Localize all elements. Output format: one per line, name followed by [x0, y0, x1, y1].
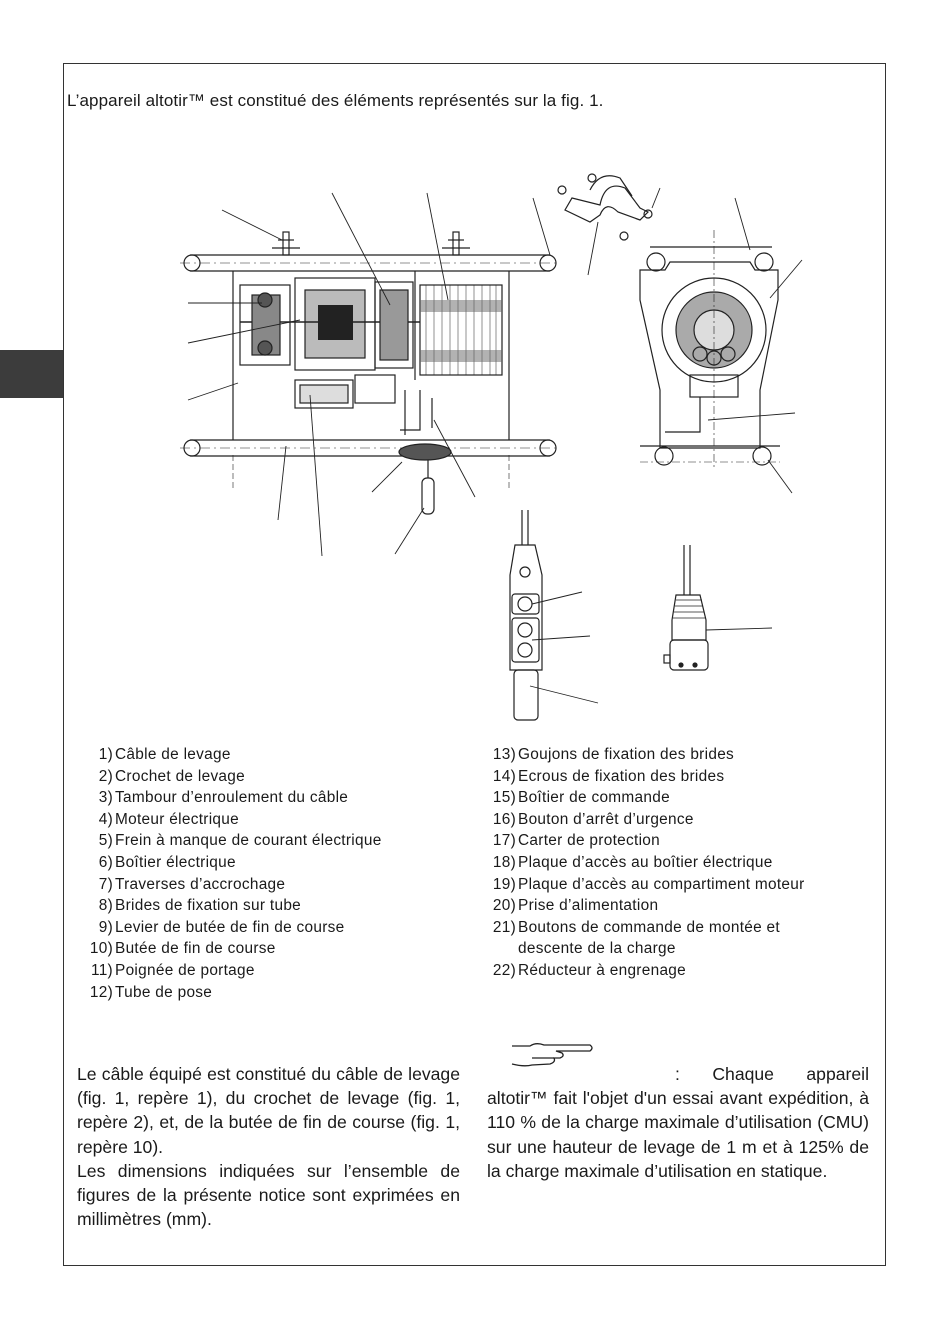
legend-item: 10) Butée de fin de course	[89, 940, 276, 958]
legend-item: 4) Moteur électrique	[98, 810, 240, 828]
winch-end-view	[640, 198, 802, 493]
paragraph: Les dimensions indiquées sur l’ensemble de figures de la présente notice sont exprimées en millimètres (mm).	[77, 1160, 460, 1230]
legend-item: 13) Goujons de fixation des brides	[492, 746, 735, 763]
legend-item: 1) Câble de levage	[98, 746, 231, 763]
test-note	[487, 1062, 869, 1183]
legend-right	[486, 744, 866, 982]
legend-item: 8) Brides de fixation sur tube	[98, 897, 302, 915]
power-plug	[664, 545, 772, 670]
legend-item: 18) Plaque d’accès au boîtier électrique	[492, 853, 773, 871]
legend-item: 5) Frein à manque de courant électrique	[98, 832, 382, 850]
cable-description	[77, 1062, 460, 1231]
winch-side-view	[180, 193, 560, 556]
note-first-line: : Chaque appareil	[675, 1064, 869, 1084]
legend-item: 14) Ecrous de fixation des brides	[492, 767, 725, 785]
legend-item: 6) Boîtier électrique	[98, 853, 236, 871]
legend-item: 12) Tube de pose	[89, 983, 213, 1001]
intro-text: L’appareil altotir™ est constitué des éléments représentés sur la fig. 1.	[67, 91, 604, 110]
legend-item: 16) Bouton d’arrêt d’urgence	[492, 810, 694, 828]
paragraph: Le câble équipé est constitué du câble de levage (fig. 1, repère 1), du crochet de levage (fig. 1, repère 2), et, de la butée de fin de course (fig. 1, repère 10).	[77, 1064, 460, 1157]
legend-item: 11) Poignée de portage	[90, 961, 255, 979]
legend-item: 17) Carter de protection	[492, 832, 661, 850]
legend-item: 9) Levier de butée de fin de course	[98, 918, 345, 936]
pendant-control-box	[510, 510, 598, 720]
brackets-detail	[558, 174, 660, 275]
legend-item: 21) Boutons de commande de montée et descente de la charge	[492, 918, 780, 958]
note-body: altotir™ fait l'objet d'un essai avant expédition, à 110 % de la charge maximale d’utilisation (CMU) sur une hauteur de levage de 1 m et à 125% de la charge maximale d’utilisation en statique.	[487, 1088, 869, 1181]
legend-item: 20) Prise d’alimentation	[492, 897, 659, 915]
legend-item: 19) Plaque d’accès au compartiment moteur	[492, 875, 805, 893]
legend-item: 15) Boîtier de commande	[492, 789, 670, 807]
legend-left	[83, 744, 463, 1003]
legend-item: 2) Crochet de levage	[98, 767, 246, 785]
legend-item: 3) Tambour d’enroulement du câble	[98, 789, 349, 807]
legend-item: 7) Traverses d’accrochage	[98, 875, 286, 893]
legend-item: 22) Réducteur à engrenage	[492, 961, 687, 979]
